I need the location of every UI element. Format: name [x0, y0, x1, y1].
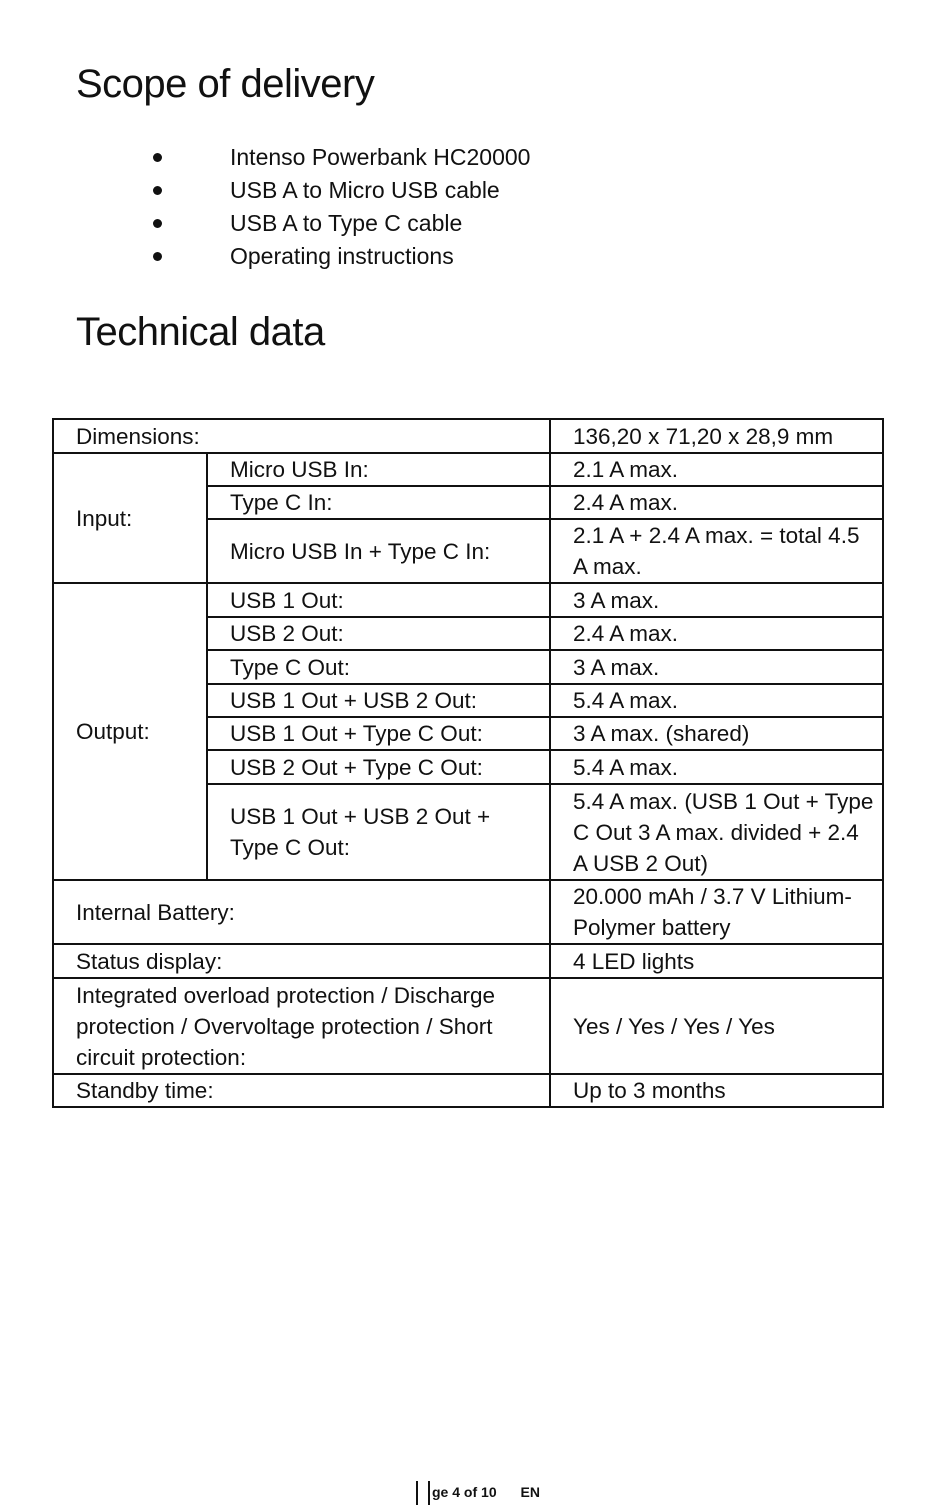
output-label: Output: — [53, 583, 207, 880]
input-value: 2.1 A + 2.4 A max. = total 4.5 A max. — [550, 519, 883, 583]
table-row — [53, 583, 883, 617]
output-name: USB 1 Out + USB 2 Out: — [207, 684, 550, 717]
dimensions-label: Dimensions: — [53, 419, 550, 453]
table-row — [53, 419, 883, 453]
table-row — [53, 944, 883, 978]
page-total: 10 — [481, 1484, 497, 1500]
status-display-label: Status display: — [53, 944, 550, 978]
protection-label: Integrated overload protection / Discharge protection / Overvoltage protection / Short circuit protection: — [53, 978, 550, 1074]
standby-value: Up to 3 months — [550, 1074, 883, 1107]
input-name: Micro USB In + Type C In: — [207, 519, 550, 583]
bullet-icon — [153, 186, 162, 195]
input-label: Input: — [53, 453, 207, 583]
bullet-icon — [153, 252, 162, 261]
technical-data-heading: Technical data — [76, 310, 325, 354]
output-value: 3 A max. — [550, 650, 883, 684]
output-value: 3 A max. — [550, 583, 883, 617]
page-of: of — [463, 1484, 478, 1500]
language-code: EN — [520, 1484, 540, 1500]
output-name: USB 1 Out + USB 2 Out + Type C Out: — [207, 784, 550, 880]
scope-of-delivery-heading: Scope of delivery — [76, 62, 375, 106]
protection-value: Yes / Yes / Yes / Yes — [550, 978, 883, 1074]
output-value: 5.4 A max. — [550, 750, 883, 784]
table-row — [53, 880, 883, 944]
battery-label: Internal Battery: — [53, 880, 550, 944]
battery-value: 20.000 mAh / 3.7 V Lithium-Polymer battery — [550, 880, 883, 944]
page-prefix: ge — [432, 1484, 449, 1500]
page-number: 4 — [452, 1484, 461, 1500]
output-name: Type C Out: — [207, 650, 550, 684]
output-value: 2.4 A max. — [550, 617, 883, 650]
standby-label: Standby time: — [53, 1074, 550, 1107]
input-value: 2.4 A max. — [550, 486, 883, 519]
page-glyph-icon — [416, 1481, 430, 1505]
output-name: USB 1 Out: — [207, 583, 550, 617]
output-value: 5.4 A max. (USB 1 Out + Type C Out 3 A max. divided + 2.4 A USB 2 Out) — [550, 784, 883, 880]
output-name: USB 2 Out + Type C Out: — [207, 750, 550, 784]
page-footer — [416, 1481, 540, 1505]
technical-data-table — [52, 418, 884, 1108]
output-value: 5.4 A max. — [550, 684, 883, 717]
bullet-icon — [153, 219, 162, 228]
table-row — [53, 453, 883, 486]
dimensions-value: 136,20 x 71,20 x 28,9 mm — [550, 419, 883, 453]
bullet-icon — [153, 153, 162, 162]
status-display-value: 4 LED lights — [550, 944, 883, 978]
input-name: Type C In: — [207, 486, 550, 519]
input-value: 2.1 A max. — [550, 453, 883, 486]
table-row — [53, 978, 883, 1074]
table-row — [53, 1074, 883, 1107]
output-name: USB 1 Out + Type C Out: — [207, 717, 550, 750]
input-name: Micro USB In: — [207, 453, 550, 486]
output-name: USB 2 Out: — [207, 617, 550, 650]
output-value: 3 A max. (shared) — [550, 717, 883, 750]
